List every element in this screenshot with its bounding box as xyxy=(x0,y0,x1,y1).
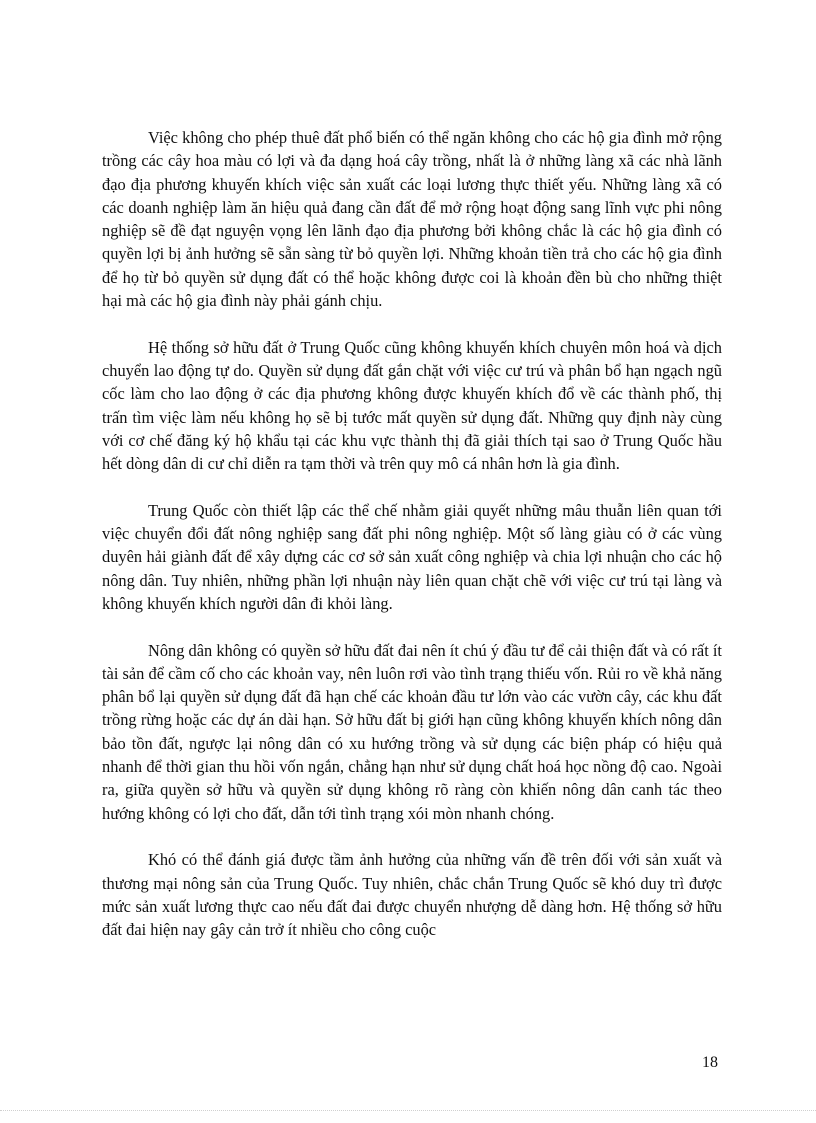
body-text xyxy=(102,126,722,965)
paragraph-land-conversion: Trung Quốc còn thiết lập các thể chế nhằm giải quyết những mâu thuẫn liên quan tới việc chuyển đổi đất nông nghiệp sang đất phi nông nghiệp. Một số làng giàu có ở các vùng duyên hải giành đất để xây dựng các cơ sở sản xuất công nghiệp và chia lợi nhuận cho các hộ nông dân. Tuy nhiên, những phần lợi nhuận này liên quan chặt chẽ với việc cư trú tại làng và không khuyến khích người dân đi khỏi làng. xyxy=(102,500,722,613)
page-bottom-divider xyxy=(0,1110,816,1111)
paragraph-land-ownership-system: Hệ thống sở hữu đất ở Trung Quốc cũng không khuyến khích chuyên môn hoá và dịch chuyển lao động tự do. Quyền sử dụng đất gắn chặt với việc cư trú và phân bổ hạn ngạch ngũ cốc làm cho lao động ở các địa phương không được khuyến khích đổ về các thành phố, thị trấn tìm việc làm nếu không họ sẽ bị tước mất quyền sử dụng đất. Những quy định này cùng với cơ chế đăng ký hộ khẩu tại các khu vực thành thị đã giải thích tại sao ở Trung Quốc hầu hết dòng dân di cư chỉ diễn ra tạm thời và trên quy mô cá nhân hơn là gia đình. xyxy=(102,337,722,474)
paragraph-farmer-investment: Nông dân không có quyền sở hữu đất đai nên ít chú ý đầu tư để cải thiện đất và có rất ít tài sản để cầm cố cho các khoản vay, nên luôn rơi vào tình trạng thiếu vốn. Rủi ro về khả năng phân bổ lại quyền sử dụng đất đã hạn chế các khoản đầu tư lớn vào các vườn cây, các khu đất trồng rừng hoặc các dự án dài hạn. Sở hữu đất bị giới hạn cũng không khuyến khích nông dân bảo tồn đất, ngược lại nông dân có xu hướng trồng và sử dụng các biện pháp có hiệu quả nhanh để thời gian thu hồi vốn ngắn, chẳng hạn như sử dụng chất hoá học nồng độ cao. Ngoài ra, giữa quyền sở hữu và quyền sử dụng không rõ ràng còn khiến nông dân canh tác theo hướng không có lợi cho đất, dẫn tới tình trạng xói mòn nhanh chóng. xyxy=(102,640,722,823)
paragraph-land-rental: Việc không cho phép thuê đất phổ biến có thể ngăn không cho các hộ gia đình mở rộng trồng các cây hoa màu có lợi và đa dạng hoá cây trồng, nhất là ở những làng xã các nhà lãnh đạo địa phương khuyến khích việc sản xuất các loại lương thực thiết yếu. Những làng xã có các doanh nghiệp làm ăn hiệu quả đang cần đất để mở rộng hoạt động sang lĩnh vực phi nông nghiệp sẽ đề đạt nguyện vọng lên lãnh đạo địa phương bởi không chắc là các hộ gia đình có quyền lợi bị ảnh hưởng sẽ sẵn sàng từ bỏ quyền lợi. Những khoản tiền trả cho các hộ gia đình để họ từ bỏ quyền sử dụng đất có thể hoặc không được coi là khoản đền bù cho những thiệt hại mà các hộ gia đình này phải gánh chịu. xyxy=(102,128,722,311)
paragraph-impact-assessment: Khó có thể đánh giá được tầm ảnh hưởng của những vấn đề trên đối với sản xuất và thương mại nông sản của Trung Quốc. Tuy nhiên, chắc chắn Trung Quốc sẽ khó duy trì được mức sản xuất lương thực cao nếu đất đai được chuyển nhượng dễ dàng hơn. Hệ thống sở hữu đất đai hiện nay gây cản trở ít nhiều cho công cuộc xyxy=(102,850,722,940)
page-number: 18 xyxy=(702,1054,718,1071)
